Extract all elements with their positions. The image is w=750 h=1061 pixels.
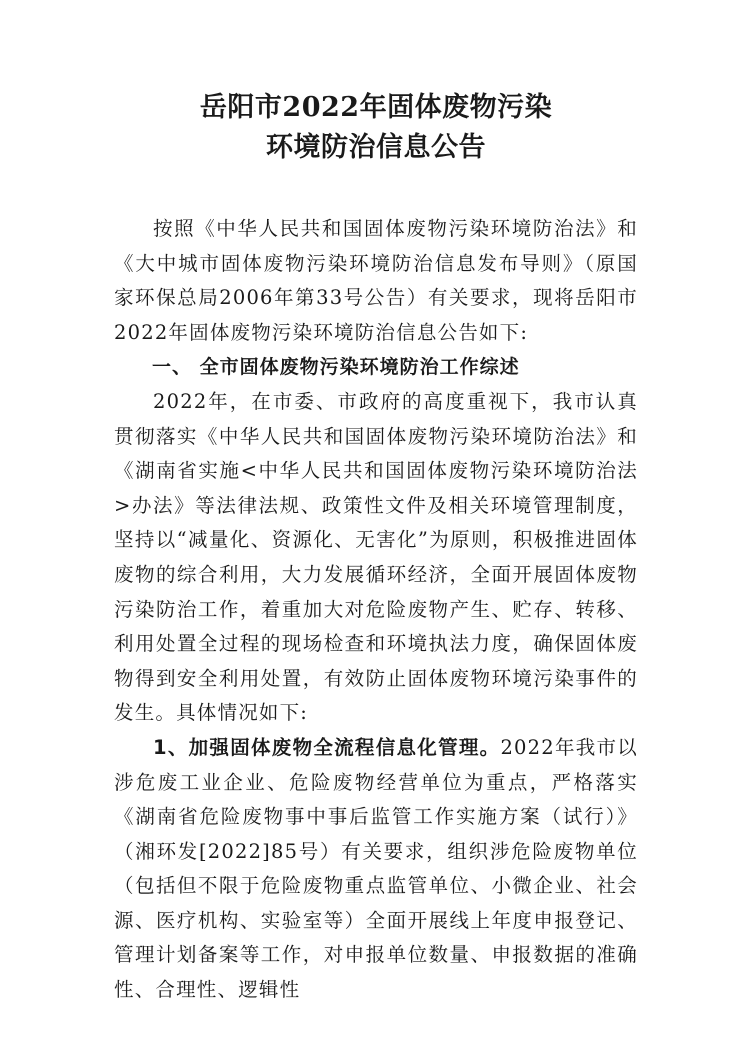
item-1-text: 2022年我市以涉危废工业企业、危险废物经营单位为重点，严格落实《湖南省危险废物事中事后监管工作实施方案（试行）》（湘环发[2022]85号）有关要求，组织涉危险废物单位（包括但不限于危险废物重点监管单位、小微企业、社会源、医疗机构、实验室等）全面开展线上年度申报登记、管理计划备案等工作，对申报单位数量、申报数据的准确性、合理性、逻辑性 xyxy=(114,735,639,1002)
intro-paragraph: 按照《中华人民共和国固体废物污染环境防治法》和《大中城市固体废物污染环境防治信息发布导则》（原国家环保总局2006年第33号公告）有关要求，现将岳阳市2022年固体废物污染环境防治信息公告如下: xyxy=(114,217,638,344)
document-title xyxy=(114,88,638,168)
document-body xyxy=(114,212,638,1008)
section-1-paragraph: 2022年，在市委、市政府的高度重视下，我市认真贯彻落实《中华人民共和国固体废物污染环境防治法》和《湖南省实施<中华人民共和国固体废物污染环境防治法>办法》等法律法规、政策性文件及相关环境管理制度，坚持以“减量化、资源化、无害化”为原则，积极推进固体废物的综合利用，大力发展循环经济，全面开展固体废物污染防治工作，着重加大对危险废物产生、贮存、转移、利用处置全过程的现场检查和环境执法力度，确保固体废物得到安全利用处置，有效防止固体废物环境污染事件的发生。具体情况如下: xyxy=(114,389,638,725)
item-1-title: 1、加强固体废物全流程信息化管理。 xyxy=(153,735,501,759)
title-line-2: 环境防治信息公告 xyxy=(266,132,486,163)
item-1-paragraph xyxy=(114,731,638,1008)
section-1-heading: 一、 全市固体废物污染环境防治工作综述 xyxy=(152,356,520,379)
title-line-1: 岳阳市2022年固体废物污染 xyxy=(199,92,553,123)
